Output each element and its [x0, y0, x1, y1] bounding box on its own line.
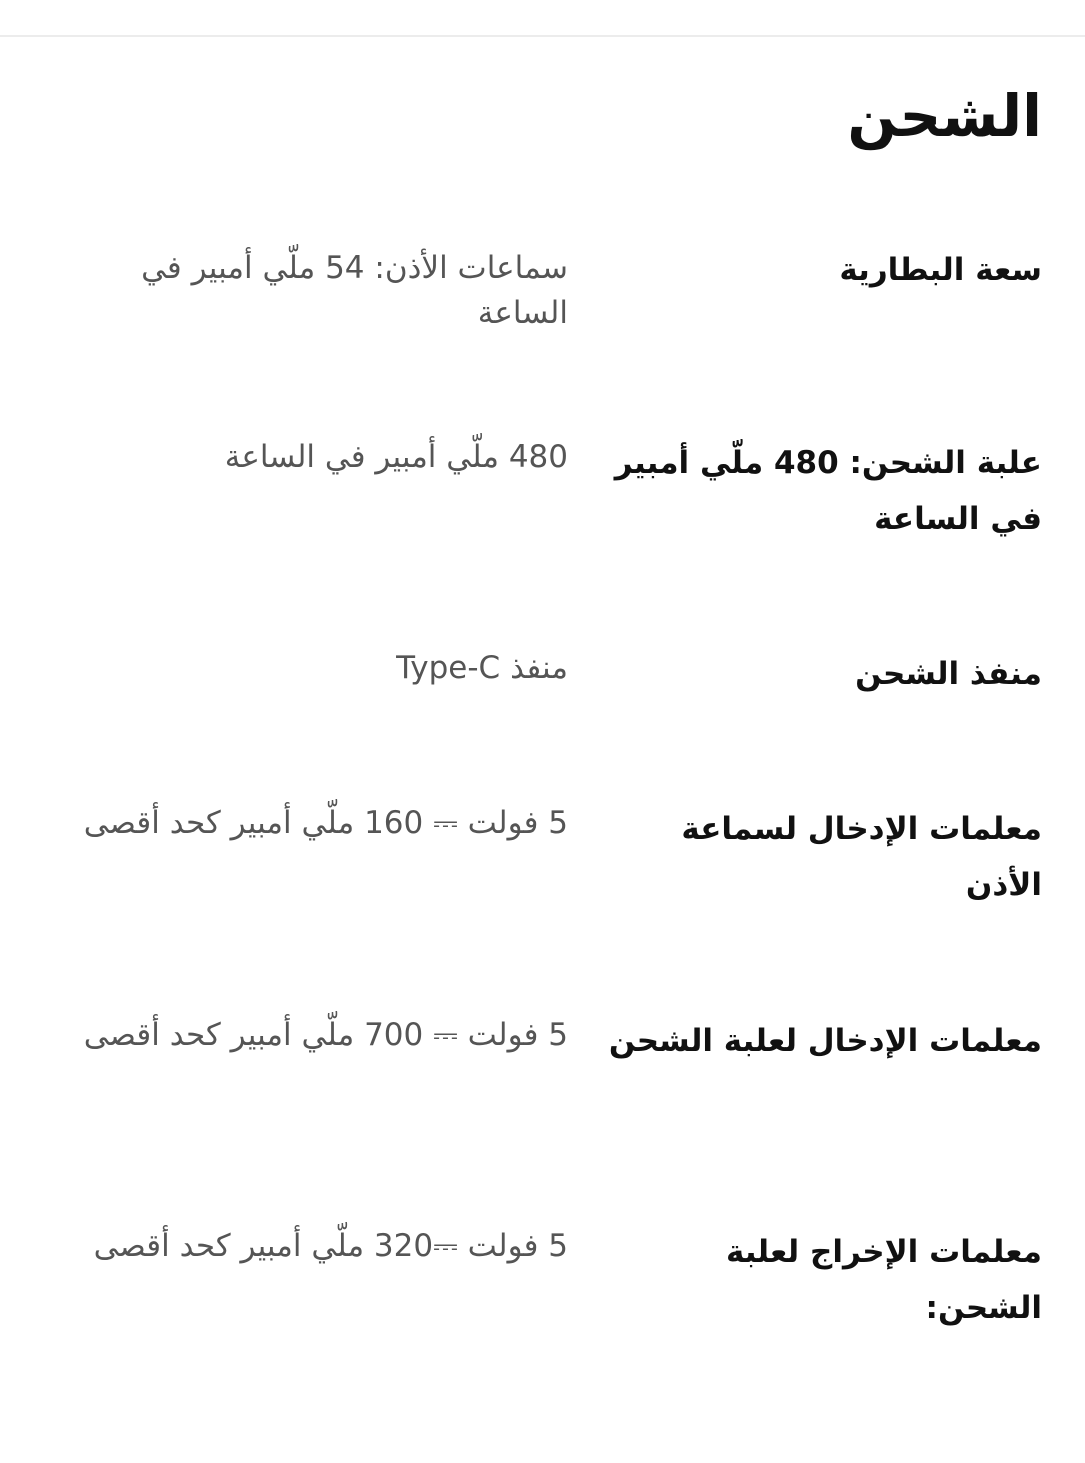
spec-value: 5 فولت ⎓ 160 ملّي أمبير كحد أقصى [83, 805, 568, 841]
spec-value: 5 فولت ⎓ 700 ملّي أمبير كحد أقصى [83, 1017, 568, 1053]
spec-label: معلمات الإخراج لعلبة الشحن: [725, 1234, 1042, 1326]
section-title: الشحن [847, 82, 1042, 150]
spec-value: منفذ Type-C [396, 650, 568, 686]
spec-label: معلمات الإدخال لسماعة الأذن [681, 811, 1042, 903]
spec-label: علبة الشحن: 480 ملّي أمبير في الساعة [614, 445, 1042, 537]
spec-label: معلمات الإدخال لعلبة الشحن [608, 1023, 1042, 1059]
spec-value: 5 فولت ⎓320 ملّي أمبير كحد أقصى [93, 1228, 568, 1264]
spec-label: منفذ الشحن [855, 656, 1042, 692]
spec-label: سعة البطارية [839, 252, 1042, 288]
spec-value: 480 ملّي أمبير في الساعة [224, 439, 568, 475]
spec-value: سماعات الأذن: 54 ملّي أمبير في الساعة [141, 250, 568, 331]
